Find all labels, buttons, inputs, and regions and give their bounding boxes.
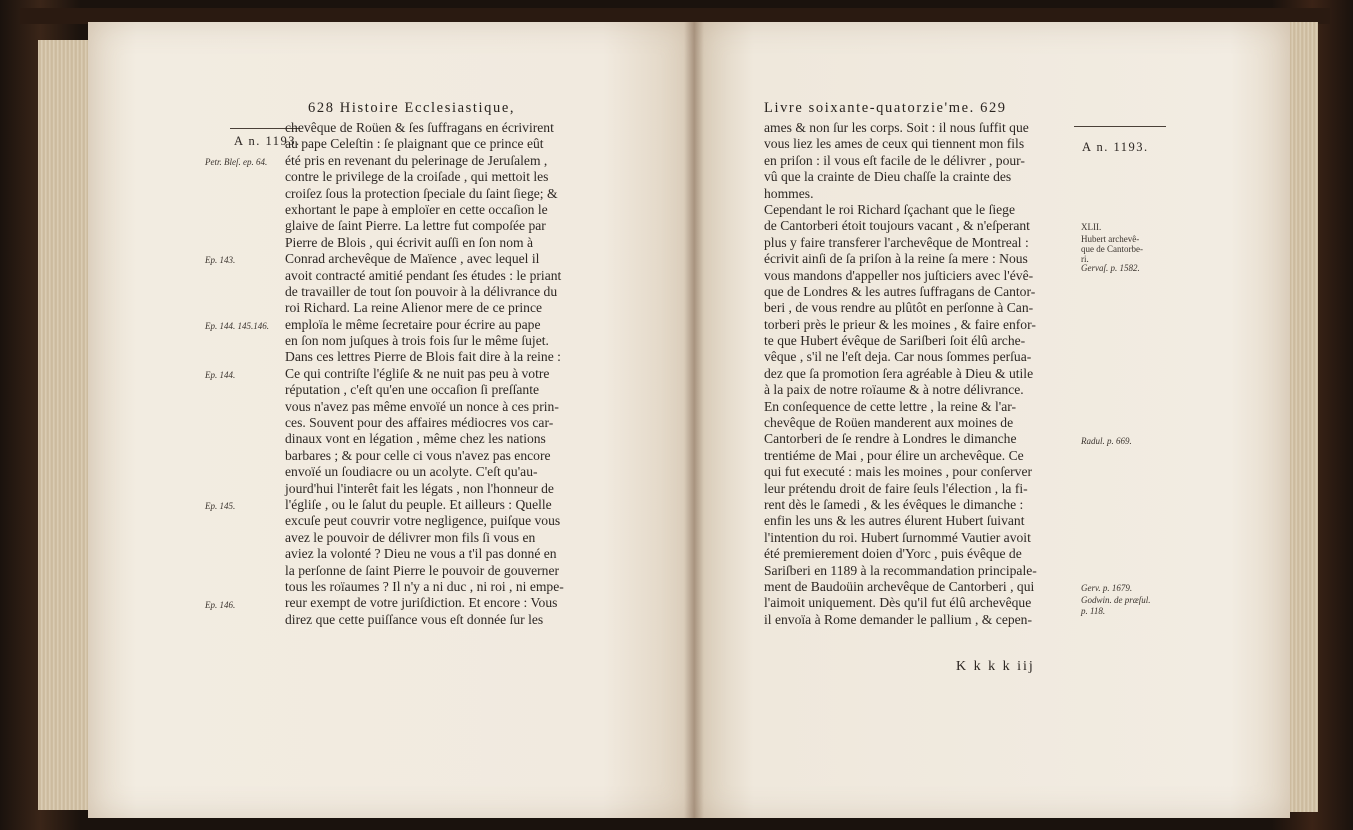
text-line: été premierement doien d'Yorc , puis évêque de <box>764 546 1022 562</box>
margin-note: Ep. 146. <box>205 599 236 610</box>
text-line: aviez la volonté ? Dieu ne vous a t'il pas donné en <box>285 546 557 562</box>
left-year-marker: A n. 1193. <box>234 134 301 148</box>
page-edges-left <box>38 40 92 810</box>
text-line: ment de Baudoüin archevêque de Cantorberi , qui <box>764 578 1035 594</box>
margin-note: Ep. 143. <box>205 255 236 266</box>
text-line: vous n'avez pas même envoïé un nonce à ces prin- <box>285 398 559 414</box>
text-line: qui fut executé : mais les moines , pour conſerver <box>764 464 1033 480</box>
text-line: l'aimoit uniquement. Dès qu'il fut élû archevêque <box>764 595 1032 611</box>
text-line: Cantorberi de ſe rendre à Londres le dimanche <box>764 431 1017 447</box>
margin-note: Hubert archevê- <box>1081 233 1140 244</box>
margin-note: Petr. Bleſ. ep. 64. <box>205 156 268 167</box>
right-body-text <box>764 120 1070 628</box>
text-line: tous les roïaumes ? Il n'y a ni duc , ni roi , ni empe- <box>285 578 564 594</box>
text-line: contre le privilege de la croiſade , qui mettoit les <box>285 169 549 185</box>
text-line: excuſe peut couvrir votre negligence, puiſque vous <box>285 513 561 529</box>
text-line: avoit contracté amitié pendant ſes études : le priant <box>285 267 562 283</box>
left-page <box>88 22 694 818</box>
text-line: vêque , s'il ne l'eſt deja. Car nous ſommes perſua- <box>764 349 1032 365</box>
text-line: emploïa le même ſecretaire pour écrire au pape <box>285 316 541 332</box>
text-line: torberi près le prieur & les moines , & faire enfor- <box>764 316 1036 332</box>
left-body-text <box>285 120 629 628</box>
text-line: vous liez les ames de ceux qui tiennent mon fils <box>764 136 1025 152</box>
margin-note: XLII. <box>1081 222 1102 233</box>
text-line: de travailler de tout ſon pouvoir à la délivrance du <box>285 283 558 299</box>
margin-note: Ep. 144. <box>205 370 236 380</box>
text-line: vous mandons d'appeller nos juſticiers avec l'évê- <box>764 267 1034 283</box>
text-line: enfin les uns & les autres élurent Hubert ſuivant <box>764 513 1025 529</box>
text-line: Cependant le roi Richard ſçachant que le ſiege <box>764 201 1015 217</box>
text-line: jourd'hui l'interêt fait les légats , non l'honneur de <box>285 480 554 496</box>
text-line: direz que cette puiſſance vous eſt donnée ſur les <box>285 611 544 627</box>
text-line: en priſon : il vous eſt facile de le délivrer , pour- <box>764 152 1025 168</box>
signature-mark: K k k k iij <box>956 659 1035 674</box>
text-line: En conſequence de cette lettre , la reine & l'ar- <box>764 398 1017 414</box>
text-line: beri , de vous rendre au plûtôt en perſonne à Can- <box>764 300 1034 316</box>
text-line: reur exempt de votre juriſdiction. Et encore : Vous <box>285 595 558 611</box>
text-line: te que Hubert évêque de Sariſberi ſoit élû arche- <box>764 333 1026 349</box>
margin-note: Radul. p. 669. <box>1081 435 1132 446</box>
text-line: en ſon nom juſques à trois fois ſur le même ſujet. <box>285 333 549 349</box>
text-line: chevêque de Roüen & ſes ſuffragans en écrivirent <box>285 120 554 135</box>
text-line: Pierre de Blois , qui écrivit auſſi en ſon nom à <box>285 234 534 250</box>
text-line: Sariſberi en 1189 à la recommandation principale- <box>764 562 1037 578</box>
text-line: envoïé un ſoudiacre ou un acolyte. C'eſt qu'au- <box>285 464 538 480</box>
text-line: dinaux vont en légation , même chez les nations <box>285 431 546 447</box>
text-line: roi Richard. La reine Alienor mere de ce prince <box>285 300 543 316</box>
margin-note: Gerv. p. 1679. <box>1081 583 1133 594</box>
text-line: Conrad archevêque de Maïence , avec lequel il <box>285 251 540 267</box>
text-line: au pape Celeſtin : ſe plaignant que ce prince eût <box>285 136 544 152</box>
text-line: ces. Souvent pour des affaires médiocres vos car- <box>285 415 554 431</box>
margin-note: ri. <box>1081 253 1089 264</box>
text-line: leur prétendu droit de faire ſeuls l'élection , la fi- <box>764 480 1028 496</box>
text-line: été pris en revenant du pelerinage de Jeruſalem , <box>285 152 548 168</box>
margin-note: Ep. 145. <box>205 501 236 512</box>
book-gutter <box>684 22 704 818</box>
text-line: glaive de ſaint Pierre. La lettre fut compoſée par <box>285 218 546 234</box>
text-line: hommes. <box>764 185 814 201</box>
text-line: Dans ces lettres Pierre de Blois fait dire à la reine : <box>285 349 561 365</box>
text-line: exhortant le pape à emploïer en cette occaſion le <box>285 201 548 217</box>
right-year-marker: A n. 1193. <box>1082 140 1149 154</box>
text-line: à la paix de notre roïaume & à notre délivrance. <box>764 382 1024 398</box>
text-line: dez que ſa promotion ſera agréable à Dieu & utile <box>764 365 1034 381</box>
text-line: chevêque de Roüen manderent aux moines de <box>764 415 1014 431</box>
text-line: croiſez ſous la protection ſpeciale du ſaint ſiege; & <box>285 185 558 201</box>
text-line: que de Londres & les autres ſuffragans de Cantor- <box>764 283 1036 299</box>
text-line: rent dès le ſamedi , & les évêques le dimanche : <box>764 496 1024 512</box>
text-line: barbares ; & pour celle ci vous n'avez pas encore <box>285 447 551 463</box>
margin-note: p. 118. <box>1081 606 1106 617</box>
page-edges-right <box>1288 22 1318 812</box>
text-line: il envoïa à Rome demander le pallium , & cepen- <box>764 611 1033 627</box>
text-line: écrivit ainſi de ſa priſon à la reine ſa mere : Nous <box>764 251 1028 267</box>
margin-note: Gervaſ. p. 1582. <box>1081 263 1140 274</box>
text-line: l'intention du roi. Hubert ſurnommé Vautier avoit <box>764 529 1031 545</box>
left-running-head: 628 Histoire Ecclesiastique, <box>308 100 516 116</box>
text-line: trentiéme de Mai , pour élire un archevêque. Ce <box>764 447 1024 463</box>
right-year-rule <box>1074 126 1166 127</box>
right-running-head: Livre soixante-quatorzie'me. 629 <box>764 100 1007 116</box>
text-line: de Cantorberi étoit toujours vacant , & n'eſperant <box>764 218 1030 234</box>
right-page <box>694 22 1290 818</box>
text-line: l'égliſe , ou le ſalut du peuple. Et ailleurs : Quelle <box>285 496 552 512</box>
text-line: Ce qui contriſte l'égliſe & ne nuit pas peu à votre <box>285 365 550 381</box>
text-line: ames & non ſur les corps. Soit : il nous ſuffit que <box>764 120 1029 135</box>
text-line: la perſonne de ſaint Pierre le pouvoir de gouverner <box>285 562 560 578</box>
text-line: avez le pouvoir de délivrer mon fils ſi vous en <box>285 529 536 545</box>
text-line: vû que la crainte de Dieu chaſſe la crainte des <box>764 169 1012 185</box>
text-line: réputation , c'eſt qu'en une occaſion ſi preſſante <box>285 382 540 398</box>
margin-note: Ep. 144. 145.146. <box>205 320 269 331</box>
margin-note: Godwin. de præſul. <box>1081 594 1151 605</box>
margin-note: que de Cantorbe- <box>1081 243 1143 254</box>
text-line: plus y faire transferer l'archevêque de Montreal : <box>764 234 1029 250</box>
